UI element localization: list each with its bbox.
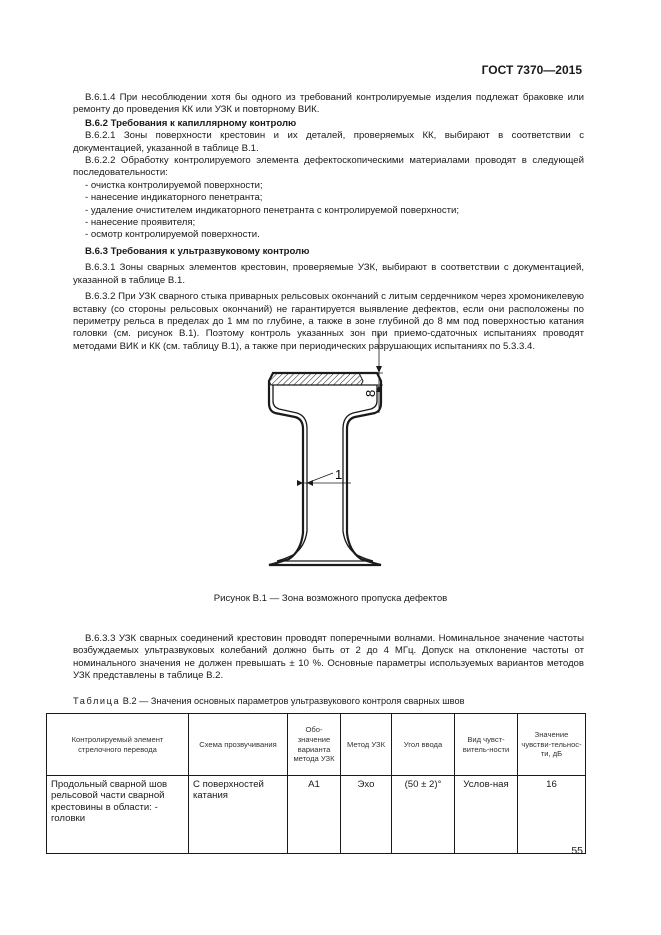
table-cell: 16 — [518, 776, 586, 854]
table-title — [73, 696, 464, 706]
body-text-bottom — [73, 633, 584, 683]
header-cell: Метод УЗК — [341, 714, 392, 776]
header-cell: Вид чувст-витель-ности — [455, 714, 518, 776]
rail-inner-contour — [273, 385, 377, 561]
paragraph-b632: В.6.3.2 При УЗК сварного стыка приварных рельсовых окончаний с литым сердечником через хромоникелевую вставку (со стороны рельсовых окончаний) не гарантируется выявление дефектов, если они расположены по периметру рельса в пределах до 1 мм по глубине, а также в зоне глубиной до 8 мм под поверхностью катания головки (см. рисунок В.1). Поэтому контроль указанных зон при приемо-сдаточных испытаниях проводят методами ВИК и КК (см. таблицу В.1), а также при периодических разрушающих испытаниях по 5.3.3.4. — [73, 291, 584, 352]
header-cell: Значение чувстви-тельнос-ти, дБ — [518, 714, 586, 776]
header-cell: Схема прозвучивания — [189, 714, 288, 776]
table-header-row — [47, 714, 586, 776]
rail-cross-section-figure — [255, 333, 395, 573]
table-cell: Продольный сварной шов рельсовой части сварной крестовины в области: - головки — [47, 776, 189, 854]
document-header: ГОСТ 7370—2015 — [481, 63, 582, 77]
header-cell: Обо-значение варианта метода УЗК — [288, 714, 341, 776]
table-cell: (50 ± 2)° — [392, 776, 455, 854]
rail-profile-drawing — [255, 333, 395, 573]
paragraph-b614: В.6.1.4 При несоблюдении хотя бы одного из требований контролируемые изделия подлежат браковке или ремонту до проведения КК или УЗК и повторному ВИК. — [73, 92, 584, 116]
header-cell: Контролируемый элемент стрелочного перевода — [47, 714, 189, 776]
table-cell: А1 — [288, 776, 341, 854]
list-item: - нанесение индикаторного пенетранта; — [85, 192, 263, 204]
section-heading-b63: В.6.3 Требования к ультразвуковому контролю — [85, 245, 310, 257]
table-title-text: В.2 — Значения основных параметров ультразвукового контроля сварных швов — [122, 696, 465, 706]
table-title-label: Таблица — [73, 696, 121, 706]
dimension-depth-label: 8 — [363, 389, 378, 397]
list-item: - нанесение проявителя; — [85, 217, 196, 229]
body-text-top — [73, 92, 584, 353]
list-item: - очистка контролируемой поверхности; — [85, 179, 263, 191]
page-number: 55 — [571, 845, 583, 857]
paragraph-b633: В.6.3.3 УЗК сварных соединений крестовин проводят поперечными волнами. Номинальное значение частоты возбуждаемых ультразвуковых колебаний должно быть от 2 до 4 МГц. Допуск на отклонение частоты от номинального значения не должен превышать ± 10 %. Основные параметры используемых вариантов методов УЗК представлены в таблице В.2. — [73, 633, 584, 682]
header-cell: Угол ввода — [392, 714, 455, 776]
table-cell: Эхо — [341, 776, 392, 854]
list-item: - удаление очистителем индикаторного пенетранта с контролируемой поверхности; — [85, 204, 460, 216]
table-row — [47, 776, 586, 854]
table-cell: С поверхностей катания — [189, 776, 288, 854]
paragraph-b631: В.6.3.1 Зоны сварных элементов крестовин, проверяемые УЗК, выбирают в соответствии с документацией, указанной в таблице В.1. — [73, 262, 584, 286]
paragraph-b622: В.6.2.2 Обработку контролируемого элемента дефектоскопическими материалами проводят в следующей последовательности: — [73, 155, 584, 179]
section-heading-b62: В.6.2 Требования к капиллярному контролю — [85, 117, 297, 129]
parameters-table — [46, 713, 586, 854]
figure-caption: Рисунок В.1 — Зона возможного пропуска дефектов — [213, 593, 448, 604]
list-item: - осмотр контролируемой поверхности. — [85, 229, 260, 241]
rail-outer-contour — [269, 373, 381, 565]
table-cell: Услов-ная — [455, 776, 518, 854]
paragraph-b621: В.6.2.1 Зоны поверхности крестовин и их деталей, проверяемых КК, выбирают в соответствии с документацией, указанной в таблице В.1. — [73, 130, 584, 154]
dimension-edge-label: 1 — [335, 467, 343, 482]
